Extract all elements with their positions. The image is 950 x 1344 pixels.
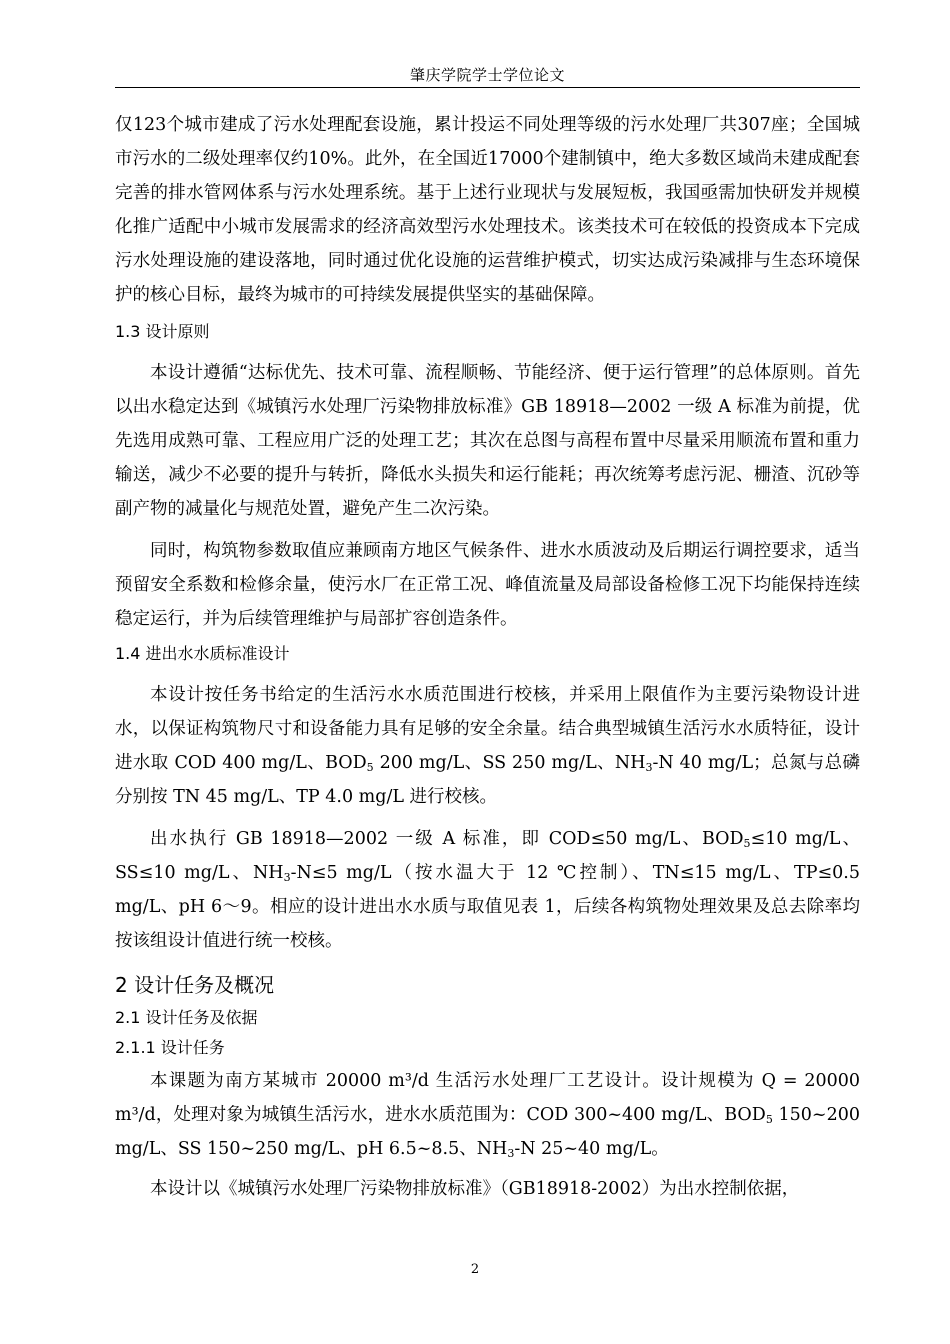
paragraph-design-basis: 本设计以《城镇污水处理厂污染物排放标准》（GB18918-2002）为出水控制依据， [150,1179,800,1199]
paragraph-continued: 仅123个城市建成了污水处理配套设施，累计投运不同处理等级的污水处理厂共307座；全国城市污水的二级处理率仅约10%。此外，在全国近17000个建制镇中，绝大多数区域尚未建成配套完善的排水管网体系与污水处理系统。基于上述行业现状与发展短板，我国亟需加快研发并规模化推广适配中小城市发展需求的经济高效型污水处理技术。该类技术可在较低的投资成本下完成污水处理设施的建设落地，同时通过优化设施的运营维护模式，切实达成污染减排与生态环境保护的核心目标，最终为城市的可持续发展提供坚实的基础保障。 [115,115,860,305]
page-number: 2 [470,1262,480,1277]
paragraph-design-principles-2: 同时，构筑物参数取值应兼顾南方地区气候条件、进水水质波动及后期运行调控要求，适当预留安全系数和检修余量，使污水厂在正常工况、峰值流量及局部设备检修工况下均能保持连续稳定运行，并为后续管理维护与局部扩容创造条件。 [115,541,860,629]
page-body [115,108,860,1206]
chapter-heading-2: 2 设计任务及概况 [115,973,275,997]
section-heading-2-1: 2.1 设计任务及依据 [115,1008,258,1027]
running-header: 肇庆学院学士学位论文 [409,66,565,84]
paragraph-design-task: 本课题为南方某城市 20000 m³/d 生活污水处理厂工艺设计。设计规模为 Q = 20000 m³/d，处理对象为城镇生活污水，进水水质范围为：COD 300~400 mg/L、$BOD_5$ 150~200 mg/L、SS 150~250 mg/L、pH 6.5~8.5、$NH_3-N$ 25~40 mg/L。 [115,1071,860,1160]
paragraph-effluent-quality: 出水执行 GB 18918—2002 一级 A 标准，即 COD≤50 mg/L、$BOD_5\le 10$ mg/L、SS≤10 mg/L、$NH_3-N\le 5$ mg/L（按水温大于 12 ℃控制）、TN≤15 mg/L、TP≤0.5 mg/L、pH 6～9。相应的设计进出水水质与取值见表 1，后续各构筑物处理效果及总去除率均按该组设计值进行统一校核。 [115,829,860,951]
paragraph-influent-quality: 本设计按任务书给定的生活污水水质范围进行校核，并采用上限值作为主要污染物设计进水，以保证构筑物尺寸和设备能力具有足够的安全余量。结合典型城镇生活污水水质特征，设计进水取 COD 400 mg/L、$BOD_5$ 200 mg/L、SS 250 mg/L、$NH_3-N$ 40 mg/L；总氮与总磷分别按 TN 45 mg/L、TP 4.0 mg/L 进行校核。 [115,685,861,807]
section-heading-1-4: 1.4 进出水水质标准设计 [115,644,290,663]
header-rule [115,87,860,88]
section-heading-2-1-1: 2.1.1 设计任务 [115,1038,225,1057]
section-heading-1-3: 1.3 设计原则 [115,322,210,341]
paragraph-design-principles: 本设计遵循“达标优先、技术可靠、流程顺畅、节能经济、便于运行管理”的总体原则。首先以出水稳定达到《城镇污水处理厂污染物排放标准》GB 18918—2002 一级 A 标准为前提，优先选用成熟可靠、工程应用广泛的处理工艺；其次在总图与高程布置中尽量采用顺流布置和重力输送，减少不必要的提升与转折，降低水头损失和运行能耗；再次统筹考虑污泥、栅渣、沉砂等副产物的减量化与规范处置，避免产生二次污染。 [115,363,860,519]
